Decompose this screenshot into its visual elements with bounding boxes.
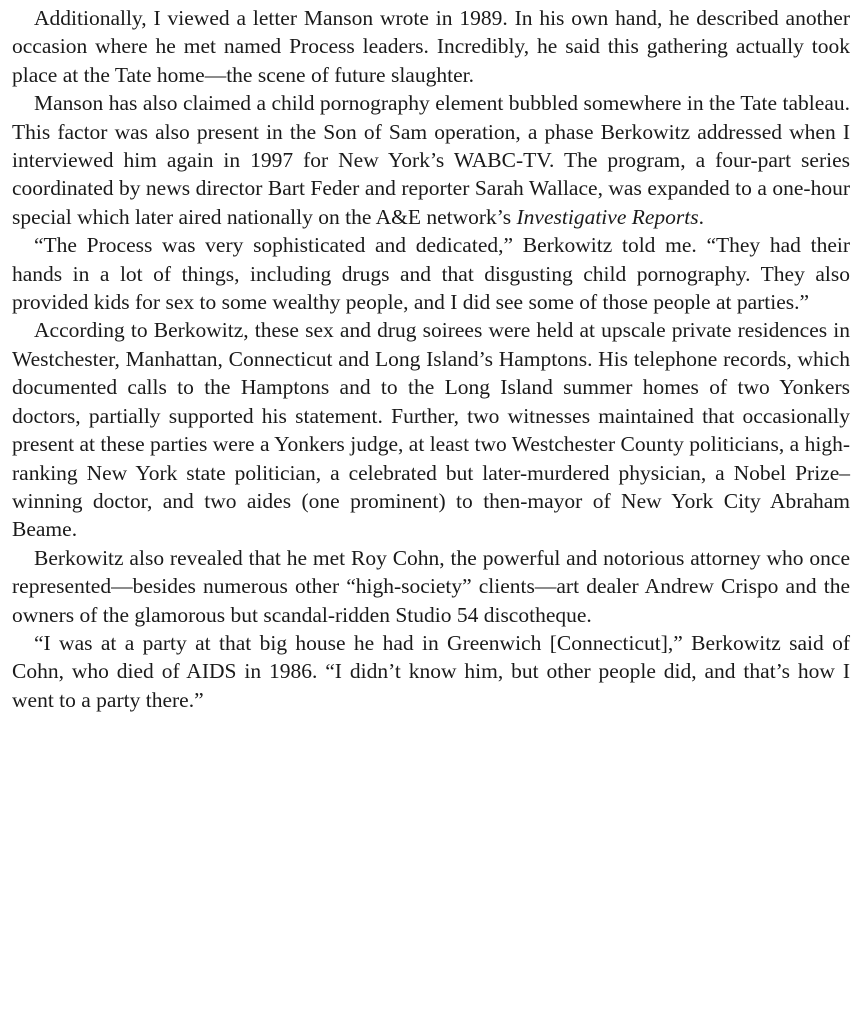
- program-title-period: .: [698, 204, 704, 229]
- paragraph-process-quote: “The Process was very sophisticated and dedicated,” Berkowitz told me. “They had their hands in a lot of things, including drugs and that disgusting child pornography. They also provided kids for sex to some wealthy people, and I did see some of those people at parties.”: [12, 233, 850, 315]
- paragraph-manson-letter: Additionally, I viewed a letter Manson wrote in 1989. In his own hand, he described another occasion where he met named Process leaders. Incredibly, he said this gathering actually took place at the Tate home—the scene of future slaughter.: [12, 6, 850, 87]
- paragraph-soirees: According to Berkowitz, these sex and drug soirees were held at upscale private residences in Westchester, Manhattan, Connecticut and Long Island’s Hamptons. His telephone records, which documented calls to the Hamptons and to the Long Island summer homes of two Yonkers doctors, partially supported his statement. Further, two witnesses maintained that occasionally present at these parties were a Yonkers judge, at least two Westchester County politicians, a high-ranking New York state politician, a celebrated but later-murdered physician, a Nobel Prize–winning doctor, and two aides (one prominent) to then-mayor of New York City Abraham Beame.: [12, 318, 850, 542]
- paragraph-roy-cohn: Berkowitz also revealed that he met Roy Cohn, the powerful and notorious attorney who once represented—besides numerous other “high-society” clients—art dealer Andrew Crispo and the owners of the glamorous but scandal-ridden Studio 54 discotheque.: [12, 545, 850, 627]
- paragraph-greenwich-quote: “I was at a party at that big house he had in Greenwich [Connecticut],” Berkowitz said of Cohn, who died of AIDS in 1986. “I didn’t know him, but other people did, and that’s how I went to a party there.”: [12, 630, 850, 712]
- paragraph-child-pornography: [12, 89, 850, 231]
- paragraph-child-pornography-text: Manson has also claimed a child pornography element bubbled somewhere in the Tate tableau. This factor was also present in the Son of Sam operation, a phase Berkowitz addressed when I interviewed him again in 1997 for New York’s WABC-TV. The program, a four-part series coordinated by news director Bart Feder and reporter Sarah Wallace, was expanded to a one-hour special which later aired nationally on the A&E network’s: [12, 91, 850, 229]
- program-title: Investigative Reports: [516, 204, 699, 229]
- document-page: [12, 4, 850, 714]
